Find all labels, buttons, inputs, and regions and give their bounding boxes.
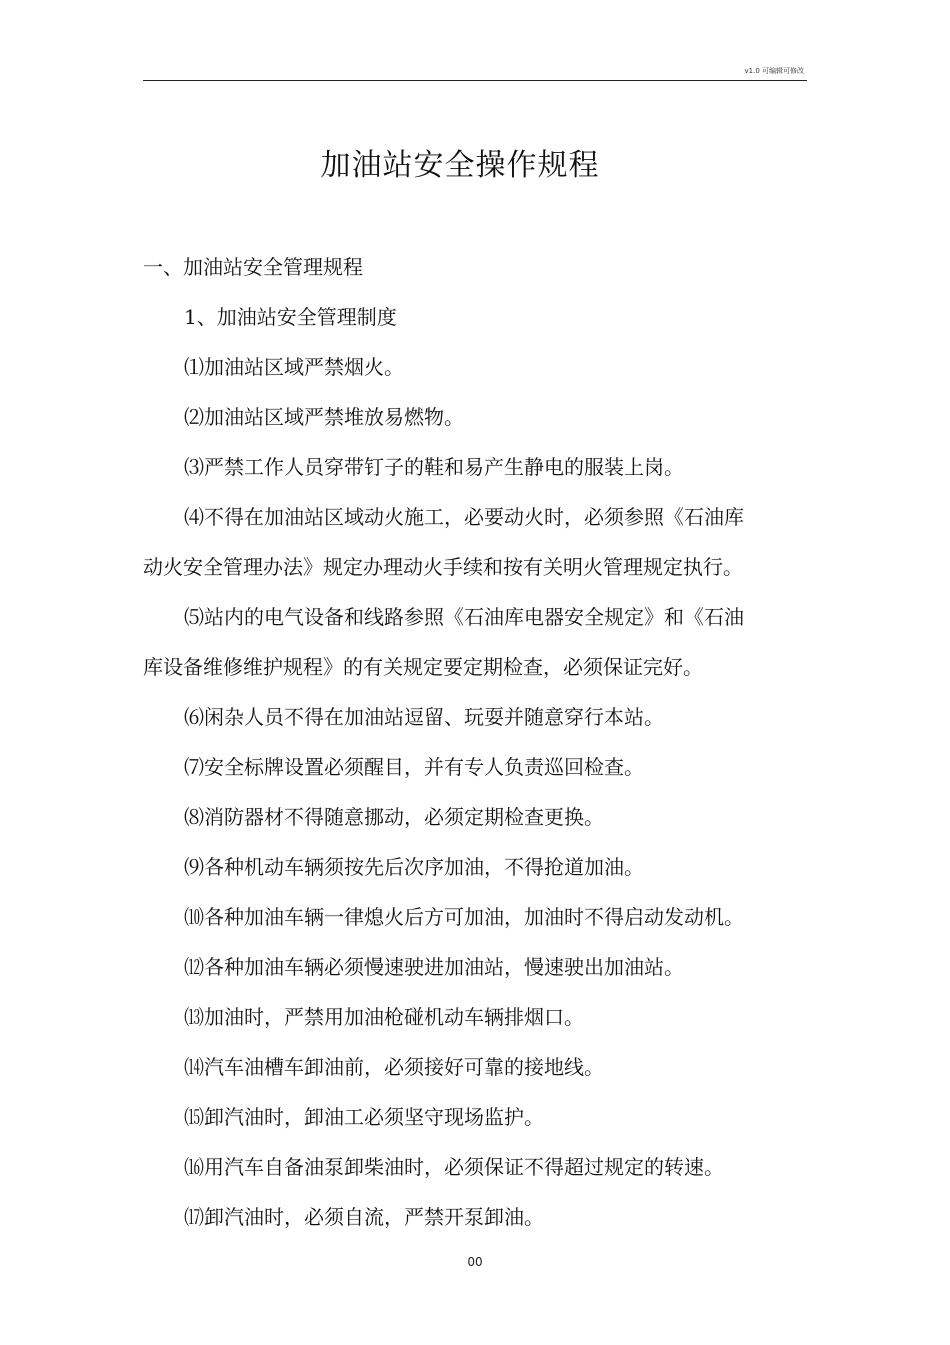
- rule-item-16: ⒃用汽车自备油泵卸柴油时，必须保证不得超过规定的转速。: [184, 1155, 724, 1179]
- rule-item-6: ⑹闲杂人员不得在加油站逗留、玩耍并随意穿行本站。: [184, 705, 664, 729]
- rule-item-17: ⒄卸汽油时，必须自流，严禁开泵卸油。: [184, 1205, 544, 1229]
- section-heading: 一、加油站安全管理规程: [143, 255, 363, 279]
- rule-item-5-line-2: 库设备维修维护规程》的有关规定要定期检查，必须保证完好。: [143, 655, 703, 679]
- rule-item-7: ⑺安全标牌设置必须醒目，并有专人负责巡回检查。: [184, 755, 644, 779]
- rule-item-1: ⑴加油站区域严禁烟火。: [184, 355, 404, 379]
- rule-item-9: ⑼各种机动车辆须按先后次序加油，不得抢道加油。: [184, 855, 644, 879]
- rule-item-15: ⒂卸汽油时，卸油工必须坚守现场监护。: [184, 1105, 544, 1129]
- rule-item-12: ⑿各种加油车辆必须慢速驶进加油站，慢速驶出加油站。: [184, 955, 684, 979]
- rule-item-8: ⑻消防器材不得随意挪动，必须定期检查更换。: [184, 805, 604, 829]
- rule-item-3: ⑶严禁工作人员穿带钉子的鞋和易产生静电的服装上岗。: [184, 455, 684, 479]
- rule-item-10: ⑽各种加油车辆一律熄火后方可加油，加油时不得启动发动机。: [184, 905, 744, 929]
- version-note: v1.0 可编辑可修改: [744, 67, 804, 75]
- rule-item-4-line-2: 动火安全管理办法》规定办理动火手续和按有关明火管理规定执行。: [143, 555, 743, 579]
- rule-item-2: ⑵加油站区域严禁堆放易燃物。: [184, 405, 464, 429]
- rule-item-14: ⒁汽车油槽车卸油前，必须接好可靠的接地线。: [184, 1055, 604, 1079]
- rule-item-4-line-1: ⑷不得在加油站区域动火施工，必要动火时，必须参照《石油库: [184, 505, 744, 529]
- page-number: 00: [467, 1255, 483, 1269]
- header-rule: [143, 80, 807, 81]
- rule-item-13: ⒀加油时，严禁用加油枪碰机动车辆排烟口。: [184, 1005, 584, 1029]
- document-title: 加油站安全操作规程: [320, 148, 600, 183]
- subsection-heading: 1、加油站安全管理制度: [184, 305, 397, 329]
- rule-item-5-line-1: ⑸站内的电气设备和线路参照《石油库电器安全规定》和《石油: [184, 605, 744, 629]
